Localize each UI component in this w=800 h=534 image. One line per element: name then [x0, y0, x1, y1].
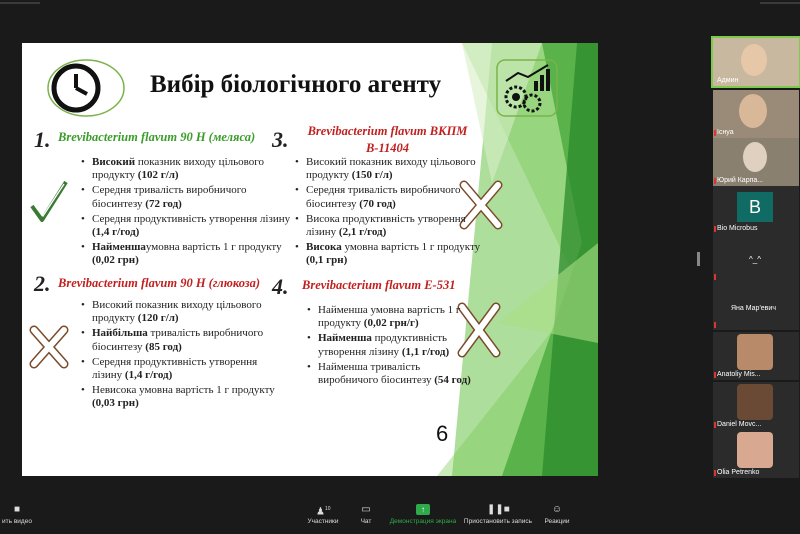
muted-mic-icon	[714, 274, 716, 280]
list-item: • Середня тривалість виробничого біосинтезу (72 год)	[92, 184, 292, 210]
list-item: • Найбільша тривалість виробничого біосинтезу (85 год)	[92, 327, 288, 353]
list-item: • Найменша умовна вартість 1 г продукту (0,02 грн/г)	[318, 304, 478, 330]
participants-button[interactable]: ♟$^{10}$ Участники	[307, 506, 339, 525]
participant-video	[737, 334, 773, 370]
list-item: • Найменша тривалість виробничого біосинтезу (54 год)	[318, 361, 478, 387]
pause-stop-icon: ❚❚■	[487, 504, 510, 515]
participant-name: Юрий Карпа...	[717, 177, 764, 184]
stop-video-button[interactable]: ■ ить видео	[2, 504, 32, 525]
participant-name: Яна Мар'евич	[731, 305, 776, 312]
gears-chart-icon	[496, 59, 558, 117]
participant-name: Bio Microbus	[717, 225, 758, 232]
participant-name: Админ	[717, 77, 739, 84]
option-4-list	[306, 304, 478, 389]
participant-tile[interactable]	[713, 38, 799, 86]
list-item: • Середня продуктивність утворення лізину (1,4 г/год)	[92, 356, 288, 382]
panel-resize-handle[interactable]	[697, 252, 700, 266]
participant-tile[interactable]	[713, 186, 799, 234]
muted-mic-icon	[714, 470, 716, 476]
option-3-heading: Brevibacterium flavum ВКПМ В-11404	[307, 124, 468, 155]
avatar: B	[737, 192, 773, 222]
share-screen-button[interactable]: ↑ Демонстрация экрана	[389, 505, 457, 525]
participant-video	[737, 384, 773, 420]
participant-name: Anatoliy Mis...	[717, 371, 761, 378]
list-item: • Найменшаумовна вартість 1 г продукту (0,02 грн)	[92, 241, 292, 267]
option-4-number: 4.	[272, 274, 289, 299]
list-item: • Середня продуктивність утворення лізину (1,4 г/год)	[92, 213, 292, 239]
participants-icon: ♟$^{10}$	[316, 506, 331, 518]
participant-name: Olia Petrenko	[717, 469, 760, 476]
option-2-list	[80, 299, 288, 413]
list-item: • Висока умовна вартість 1 г продукту (0,1 грн)	[306, 241, 498, 267]
list-item: • Найменша продуктивність утворення лізину (1,1 г/год)	[318, 332, 478, 358]
participant-video	[739, 94, 767, 128]
emoji-icon: ☺	[551, 504, 563, 515]
check-mark-icon	[28, 178, 70, 226]
participant-video	[737, 432, 773, 468]
muted-mic-icon	[714, 322, 716, 328]
list-item: • Високий показник виходу цільового продукту (150 г/л)	[306, 156, 498, 182]
participant-name: Daniel Movc...	[717, 421, 762, 428]
participant-tile[interactable]	[713, 430, 799, 478]
option-1-number: 1.	[34, 127, 51, 152]
option-1-heading: Brevibacterium flavum 90 Н (меляса)	[58, 130, 256, 144]
pause-recording-button[interactable]: ❚❚■ Приостановить запись	[463, 504, 533, 525]
muted-mic-icon	[714, 422, 716, 428]
participant-tile[interactable]	[713, 90, 799, 138]
participant-tile[interactable]	[713, 332, 799, 380]
participant-video	[743, 142, 767, 172]
participant-tile[interactable]	[713, 382, 799, 430]
participant-tile[interactable]	[713, 234, 799, 282]
chat-bubble-icon: ▭	[361, 504, 371, 515]
participant-name: ^_^	[749, 255, 761, 264]
top-edge-mark	[760, 2, 800, 4]
option-2-number: 2.	[34, 271, 51, 296]
list-item: • Середня тривалість виробничого біосинтезу (70 год)	[306, 184, 498, 210]
share-screen-icon: ↑	[416, 504, 430, 515]
muted-mic-icon	[714, 178, 716, 184]
muted-mic-icon	[714, 226, 716, 232]
list-item: • Висока продуктивність утворення лізину (2,1 г/год)	[306, 213, 498, 239]
option-4-heading: Brevibacterium flavum Е-531	[302, 278, 456, 292]
list-item: • Високий показник виходу цільового продукту (102 г/л)	[92, 156, 292, 182]
option-2-heading: Brevibacterium flavum 90 Н (глюкоза)	[58, 276, 261, 290]
chat-button[interactable]: ▭ Чат	[360, 504, 372, 525]
top-edge-mark	[0, 2, 40, 4]
option-3-list	[294, 156, 498, 270]
clock-icon	[46, 57, 126, 119]
participant-name: Iснуа	[717, 129, 734, 136]
window-top-bar	[0, 0, 800, 42]
reactions-button[interactable]: ☺ Реакции	[544, 504, 570, 525]
option-1-list	[80, 156, 292, 270]
participant-tile[interactable]	[713, 282, 799, 330]
shared-slide	[22, 43, 598, 476]
slide-title: Вибір біологічного агенту	[150, 71, 442, 98]
participant-video	[741, 44, 767, 76]
option-3-number: 3.	[272, 127, 289, 152]
list-item: • Невисока умовна вартість 1 г продукту (0,03 грн)	[92, 384, 288, 410]
participant-tile[interactable]	[713, 138, 799, 186]
list-item: • Високий показник виходу цільового продукту (120 г/л)	[92, 299, 288, 325]
cross-mark-icon	[28, 324, 70, 370]
muted-mic-icon	[714, 372, 716, 378]
meeting-toolbar	[0, 500, 800, 534]
muted-mic-icon	[714, 130, 716, 136]
video-camera-icon: ■	[13, 504, 21, 515]
slide-page-number: 6	[436, 421, 449, 446]
